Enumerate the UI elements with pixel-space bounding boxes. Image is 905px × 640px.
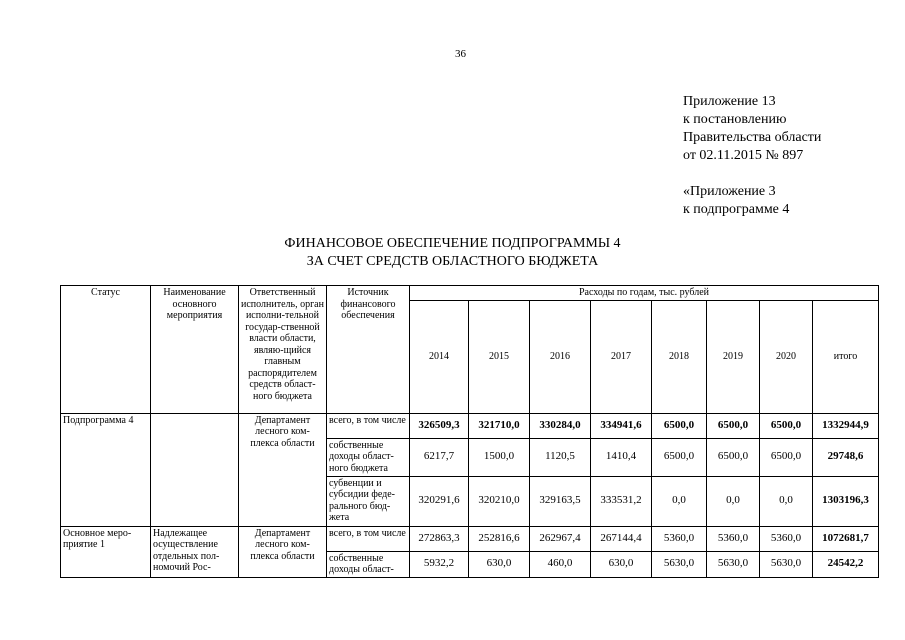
value-cell: 320291,6 [410, 476, 469, 526]
executor-cell: Департамент лесного ком-плекса области [239, 413, 327, 526]
source-cell: собственные доходы област-ного бюджета [327, 438, 410, 476]
header-status: Статус [61, 286, 151, 414]
value-cell: 1120,5 [530, 438, 591, 476]
value-cell: 321710,0 [469, 413, 530, 438]
value-cell: 6500,0 [652, 413, 707, 438]
value-cell: 1410,4 [591, 438, 652, 476]
header-year: 2017 [591, 300, 652, 413]
header-year: 2016 [530, 300, 591, 413]
value-cell: 272863,3 [410, 526, 469, 551]
value-cell: 6500,0 [707, 413, 760, 438]
header-year: 2020 [760, 300, 813, 413]
value-cell: 6500,0 [760, 413, 813, 438]
value-cell: 6500,0 [760, 438, 813, 476]
header-year: 2014 [410, 300, 469, 413]
value-cell: 5360,0 [707, 526, 760, 551]
status-cell: Подпрограмма 4 [61, 413, 151, 526]
value-cell: 460,0 [530, 551, 591, 577]
header-expenses: Расходы по годам, тыс. рублей [410, 286, 879, 301]
financing-table [60, 285, 879, 578]
source-cell: всего, в том числе [327, 526, 410, 551]
value-cell: 334941,6 [591, 413, 652, 438]
status-cell: Основное меро-приятие 1 [61, 526, 151, 577]
value-cell: 5630,0 [707, 551, 760, 577]
appendix-line: Правительства области [683, 130, 822, 145]
name-cell [151, 413, 239, 526]
value-cell: 6500,0 [707, 438, 760, 476]
table-row [61, 526, 879, 551]
value-cell: 5630,0 [652, 551, 707, 577]
value-cell: 1500,0 [469, 438, 530, 476]
value-cell: 0,0 [652, 476, 707, 526]
header-executor: Ответственный исполнитель, орган исполни-тельной государ-ственной власти области, являю-щийся главным распорядителем средств област-ного бюджета [239, 286, 327, 414]
value-cell: 333531,2 [591, 476, 652, 526]
table-row [61, 413, 879, 438]
value-cell: 0,0 [760, 476, 813, 526]
header-year: 2018 [652, 300, 707, 413]
total-cell: 1332944,9 [813, 413, 879, 438]
value-cell: 5630,0 [760, 551, 813, 577]
executor-cell: Департамент лесного ком-плекса области [239, 526, 327, 577]
value-cell: 5360,0 [652, 526, 707, 551]
name-cell: Надлежащее осуществление отдельных пол-номочий Рос- [151, 526, 239, 577]
total-cell: 24542,2 [813, 551, 879, 577]
source-cell: субвенции и субсидии феде-рального бюд-жета [327, 476, 410, 526]
appendix-block [683, 93, 821, 219]
total-cell: 1072681,7 [813, 526, 879, 551]
value-cell: 630,0 [591, 551, 652, 577]
document-title [0, 235, 905, 271]
appendix-line: Приложение 13 [683, 94, 776, 109]
value-cell: 0,0 [707, 476, 760, 526]
source-cell: всего, в том числе [327, 413, 410, 438]
appendix-line: к постановлению [683, 112, 787, 127]
value-cell: 262967,4 [530, 526, 591, 551]
header-year: 2019 [707, 300, 760, 413]
header-year: 2015 [469, 300, 530, 413]
source-cell: собственные доходы област- [327, 551, 410, 577]
total-cell: 1303196,3 [813, 476, 879, 526]
value-cell: 6500,0 [652, 438, 707, 476]
total-cell: 29748,6 [813, 438, 879, 476]
title-line: ФИНАНСОВОЕ ОБЕСПЕЧЕНИЕ ПОДПРОГРАММЫ 4 [284, 236, 621, 251]
value-cell: 329163,5 [530, 476, 591, 526]
value-cell: 330284,0 [530, 413, 591, 438]
value-cell: 5360,0 [760, 526, 813, 551]
value-cell: 630,0 [469, 551, 530, 577]
value-cell: 252816,6 [469, 526, 530, 551]
value-cell: 267144,4 [591, 526, 652, 551]
appendix-line: от 02.11.2015 № 897 [683, 148, 804, 163]
page-number: 36 [455, 48, 466, 60]
appendix-gap [683, 165, 821, 183]
title-line: ЗА СЧЕТ СРЕДСТВ ОБЛАСТНОГО БЮДЖЕТА [306, 254, 599, 269]
value-cell: 320210,0 [469, 476, 530, 526]
header-source: Источник финансового обеспечения [327, 286, 410, 414]
header-name: Наименование основного мероприятия [151, 286, 239, 414]
appendix-line: к подпрограмме 4 [683, 202, 790, 217]
appendix-line: «Приложение 3 [683, 184, 776, 199]
value-cell: 5932,2 [410, 551, 469, 577]
value-cell: 326509,3 [410, 413, 469, 438]
value-cell: 6217,7 [410, 438, 469, 476]
header-total: итого [813, 300, 879, 413]
